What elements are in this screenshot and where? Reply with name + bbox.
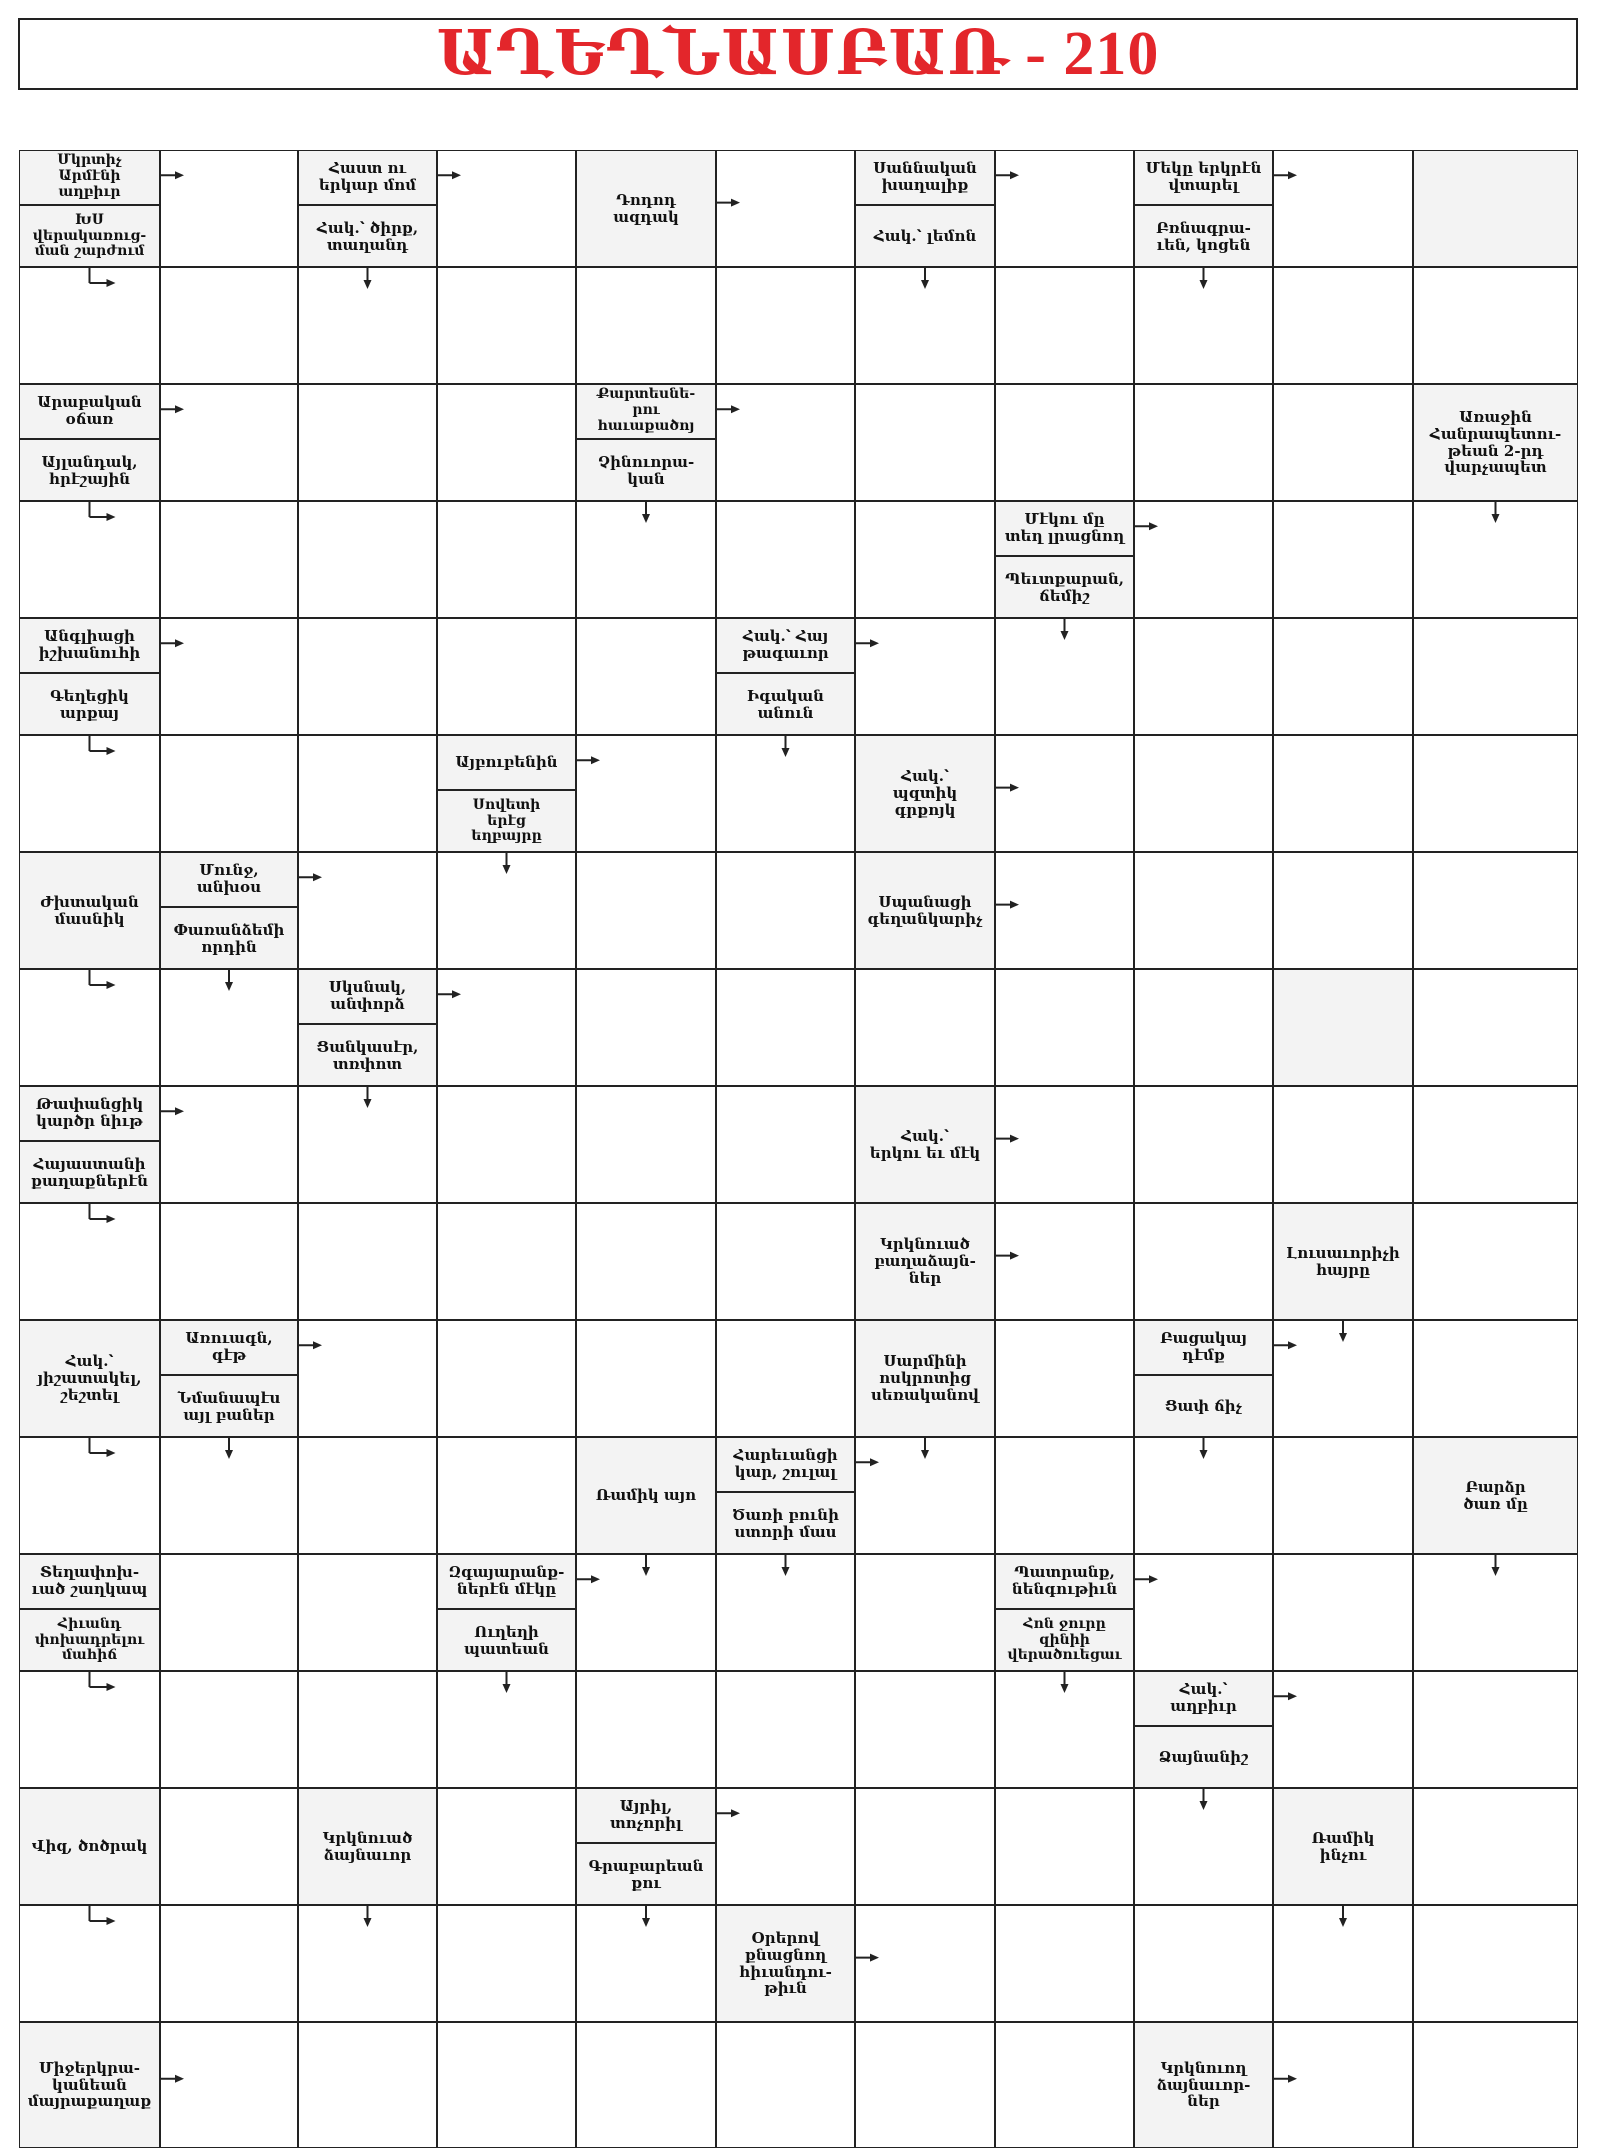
clue-box: Մունջ, անխօս	[160, 852, 298, 908]
arrow-icon	[782, 1567, 790, 1576]
clue-box: Ռամիկ ինչու	[1273, 1788, 1413, 1905]
arrow-icon	[1010, 1252, 1019, 1260]
arrow-icon	[503, 1684, 511, 1693]
arrow-icon	[225, 982, 233, 991]
clue-box: Կրկնուած ձայնաւոր	[298, 1788, 437, 1905]
clue-box: Մէկու մը տեղ լրացնող	[995, 501, 1134, 557]
clue-box: Արաբական օճառ	[19, 384, 160, 440]
arrow-icon	[1010, 1135, 1019, 1143]
arrow-icon	[107, 747, 116, 755]
arrow-icon	[731, 405, 740, 413]
clue-box: Հակ.՝ լեմոն	[855, 206, 995, 267]
clue-box: Զգայարանք- ներէն մէկը	[437, 1554, 576, 1610]
clue-box: Պատրանք, նենգութիւն	[995, 1554, 1134, 1610]
clue-box: Հակ.՝ երկու եւ մէկ	[855, 1086, 995, 1203]
clue-box: Դոդոդ ազդակ	[576, 150, 716, 267]
clue-box: Այլանդակ, հրէշային	[19, 440, 160, 501]
arrow-icon	[107, 1215, 116, 1223]
arrow-icon	[175, 171, 184, 179]
clue-box: Բացակայ դէմք	[1134, 1320, 1273, 1376]
arrow-icon	[1149, 1575, 1158, 1583]
clue-box: Անգլիացի իշխանուհի	[19, 618, 160, 674]
arrow-icon	[1288, 1341, 1297, 1349]
arrow-icon	[642, 1567, 650, 1576]
arrow-icon	[175, 405, 184, 413]
clue-box: Սաննական խաղալիք	[855, 150, 995, 206]
arrow-icon	[503, 865, 511, 874]
arrow-icon	[1010, 171, 1019, 179]
clue-box: Ցափ ճիչ	[1134, 1376, 1273, 1437]
arrow-icon	[1339, 1918, 1347, 1927]
arrow-icon	[225, 1450, 233, 1459]
arrow-icon	[731, 199, 740, 207]
arrow-icon	[1200, 1450, 1208, 1459]
clue-box: Առուագն, գէթ	[160, 1320, 298, 1376]
arrow-icon	[1200, 280, 1208, 289]
clue-box: Գեղեցիկ արքայ	[19, 674, 160, 735]
clue-box: Մկրտիչ Արմէնի աղբիւր	[19, 150, 160, 206]
clue-box: Հիւանդ փոխադրելու մահիճ	[19, 1610, 160, 1671]
arrow-icon	[175, 1107, 184, 1115]
arrow-icon	[364, 1099, 372, 1108]
arrow-icon	[364, 280, 372, 289]
clue-box: Հայաստանի քաղաքներէն	[19, 1142, 160, 1203]
clue-box: Բռնագրա- ւեն, կոցեն	[1134, 206, 1273, 267]
shaded-block	[1413, 150, 1578, 267]
clue-box: Մեկը երկրէն վտարել	[1134, 150, 1273, 206]
arrow-icon	[1339, 1333, 1347, 1342]
clue-box: Կրկնուող ձայնաւոր- ներ	[1134, 2022, 1273, 2148]
clue-box: Լուսաւորիչի հայրը	[1273, 1203, 1413, 1320]
clue-box: Սովետի երէց եղբայրը	[437, 791, 576, 852]
arrow-icon	[107, 1449, 116, 1457]
clue-box: Այրիլ, տոչորիլ	[576, 1788, 716, 1844]
clue-box: Հակ.՝ Հայ թագաւոր	[716, 618, 855, 674]
title-banner	[18, 18, 1578, 90]
arrow-icon	[642, 1918, 650, 1927]
arrow-icon	[870, 639, 879, 647]
arrow-icon	[921, 280, 929, 289]
clue-box: Հակ.՝ պզտիկ գրքոյկ	[855, 735, 995, 852]
clue-box: Նմանապէս այլ բաներ	[160, 1376, 298, 1437]
clue-box: ԽՍ վերակառուց- ման շարժում	[19, 206, 160, 267]
clue-box: Քարտեսնե- րու հաւաքածոյ	[576, 384, 716, 440]
clue-box: Հակ.՝ յիշատակել, շեշտել	[19, 1320, 160, 1437]
clue-box: Կրկնուած բաղաձայն- ներ	[855, 1203, 995, 1320]
arrow-icon	[591, 1575, 600, 1583]
clue-box: Հակ.՝ ծիրք, տաղանդ	[298, 206, 437, 267]
clue-box: Ժխտական մասնիկ	[19, 852, 160, 969]
clue-box: Ուղեղի պատեան	[437, 1610, 576, 1671]
arrow-icon	[175, 639, 184, 647]
clue-box: Սկսնակ, անփորձ	[298, 969, 437, 1025]
clue-box: Գրաբարեան քու	[576, 1844, 716, 1905]
clue-box: Օրերով քնացնող հիւանդու- թիւն	[716, 1905, 855, 2022]
arrow-icon	[731, 1809, 740, 1817]
clue-box: Չինուորա- կան	[576, 440, 716, 501]
clue-box: Հոն ջուրը զինիի վերածուեցաւ	[995, 1610, 1134, 1671]
clue-box: Վիզ, ծոծրակ	[19, 1788, 160, 1905]
arrow-icon	[1010, 901, 1019, 909]
clue-box: Հակ.՝ աղբիւր	[1134, 1671, 1273, 1727]
arrow-icon	[1288, 2075, 1297, 2083]
arrow-icon	[1061, 1684, 1069, 1693]
clue-box: Սարմինի ոսկրոտից սեռականով	[855, 1320, 995, 1437]
arrow-icon	[1149, 522, 1158, 530]
clue-box: Միջերկրա- կանեան մայրաքաղաք	[19, 2022, 160, 2148]
arrow-icon	[107, 981, 116, 989]
page-title: ԱՂԵՂՆԱՍԲԱՌ - 210	[436, 20, 1160, 88]
clue-box: Պեւտքարան, ճեմիշ	[995, 557, 1134, 618]
arrow-icon	[642, 514, 650, 523]
arrow-icon	[1061, 631, 1069, 640]
clue-box: Տեղափոխ- ւած շաղկապ	[19, 1554, 160, 1610]
arrow-icon	[921, 1450, 929, 1459]
clue-box: Առաջին Հանրապետու- թեան 2-րդ վարչապետ	[1413, 384, 1578, 501]
clue-box: Այբուբենին	[437, 735, 576, 791]
arrow-icon	[107, 1683, 116, 1691]
arrow-icon	[1492, 1567, 1500, 1576]
arrow-icon	[1010, 784, 1019, 792]
arrow-icon	[870, 1458, 879, 1466]
arrow-icon	[313, 873, 322, 881]
arrow-icon	[107, 1917, 116, 1925]
clue-box: Սպանացի գեղանկարիչ	[855, 852, 995, 969]
clue-box: Ծառի բունի ստորի մաս	[716, 1493, 855, 1554]
clue-box: Հաստ ու երկար մոմ	[298, 150, 437, 206]
arrow-icon	[175, 2075, 184, 2083]
clue-box: Ռամիկ այո	[576, 1437, 716, 1554]
crossword-grid[interactable]	[19, 150, 1578, 2148]
arrow-icon	[1288, 171, 1297, 179]
clue-box: Իգական անուն	[716, 674, 855, 735]
arrow-icon	[870, 1954, 879, 1962]
arrow-icon	[1288, 1692, 1297, 1700]
arrow-icon	[107, 279, 116, 287]
shaded-block	[1273, 969, 1413, 1086]
clue-box: Ցանկասէր, տռփոտ	[298, 1025, 437, 1086]
arrow-icon	[313, 1341, 322, 1349]
arrow-icon	[107, 513, 116, 521]
arrow-icon	[1200, 1801, 1208, 1810]
arrow-icon	[1492, 514, 1500, 523]
clue-box: Թափանցիկ կարծր նիւթ	[19, 1086, 160, 1142]
arrow-icon	[452, 990, 461, 998]
arrow-icon	[452, 171, 461, 179]
clue-box: Փառանձեմի որդին	[160, 908, 298, 969]
arrow-icon	[364, 1918, 372, 1927]
clue-box: Ձայնանիշ	[1134, 1727, 1273, 1788]
clue-box: Բարձր ծառ մը	[1413, 1437, 1578, 1554]
arrow-icon	[591, 756, 600, 764]
clue-box: Հարեւանցի կար, շուլալ	[716, 1437, 855, 1493]
arrow-icon	[782, 748, 790, 757]
